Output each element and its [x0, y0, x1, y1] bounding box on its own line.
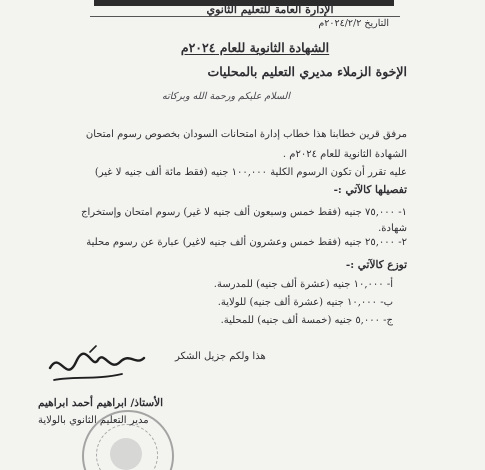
distribution-item-b: ب- ١٠,٠٠٠ جنيه (عشرة ألف جنيه) للولاية.: [217, 297, 393, 308]
document-date: التاريخ ٢٠٢٤/٢/٢م: [318, 18, 389, 29]
body-paragraph-1-line-2: الشهادة الثانوية للعام ٢٠٢٤م .: [282, 149, 407, 160]
body-paragraph-2-line-1: عليه تقرر أن تكون الرسوم الكلية ١٠٠,٠٠٠ جنيه (فقط مائة ألف جنيه لا غير): [94, 167, 407, 178]
distribution-item-a: أ- ١٠,٠٠٠ جنيه (عشرة ألف جنيه) للمدرسة.: [213, 279, 393, 290]
signatory-position: مدير التعليم الثانوي بالولاية: [38, 415, 149, 426]
breakdown-heading: تفصيلها كالآتي :-: [333, 184, 407, 196]
breakdown-item-1-line-1: ١- ٧٥,٠٠٠ جنيه (فقط خمس وسبعون ألف جنيه لا غير) رسوم امتحان وإستخراج: [81, 207, 407, 218]
distribution-heading: توزع كالآتي :-: [345, 259, 407, 271]
document-title: الشهادة الثانوية للعام ٢٠٢٤م: [180, 40, 330, 55]
stamp-emblem: [110, 438, 142, 470]
breakdown-item-2: ٢- ٢٥,٠٠٠ جنيه (فقط خمس وعشرون ألف جنيه لاغير) عبارة عن رسوم محلية: [86, 237, 407, 248]
header-authority: الإدارة العامة للتعليم الثانوي: [206, 3, 334, 16]
closing-line: هذا ولكم جزيل الشكر: [175, 351, 266, 362]
header-divider: [90, 16, 400, 17]
body-paragraph-1-line-1: مرفق قرين خطابنا هذا خطاب إدارة امتحانات السودان بخصوص رسوم امتحان: [85, 129, 407, 140]
handwritten-signature: [40, 340, 150, 400]
greeting-line: السلام عليكم ورحمة الله وبركاته: [162, 91, 290, 102]
breakdown-item-1-line-2: شهادة.: [378, 223, 407, 234]
distribution-item-c: ج- ٥,٠٠٠ جنيه (خمسة ألف جنيه) للمحلية.: [220, 315, 393, 326]
signatory-name: الأستاذ/ ابراهيم أحمد ابراهيم: [38, 397, 164, 409]
faded-footer-mark: [330, 455, 333, 466]
addressee-line: الإخوة الزملاء مديري التعليم بالمحليات: [207, 64, 407, 79]
